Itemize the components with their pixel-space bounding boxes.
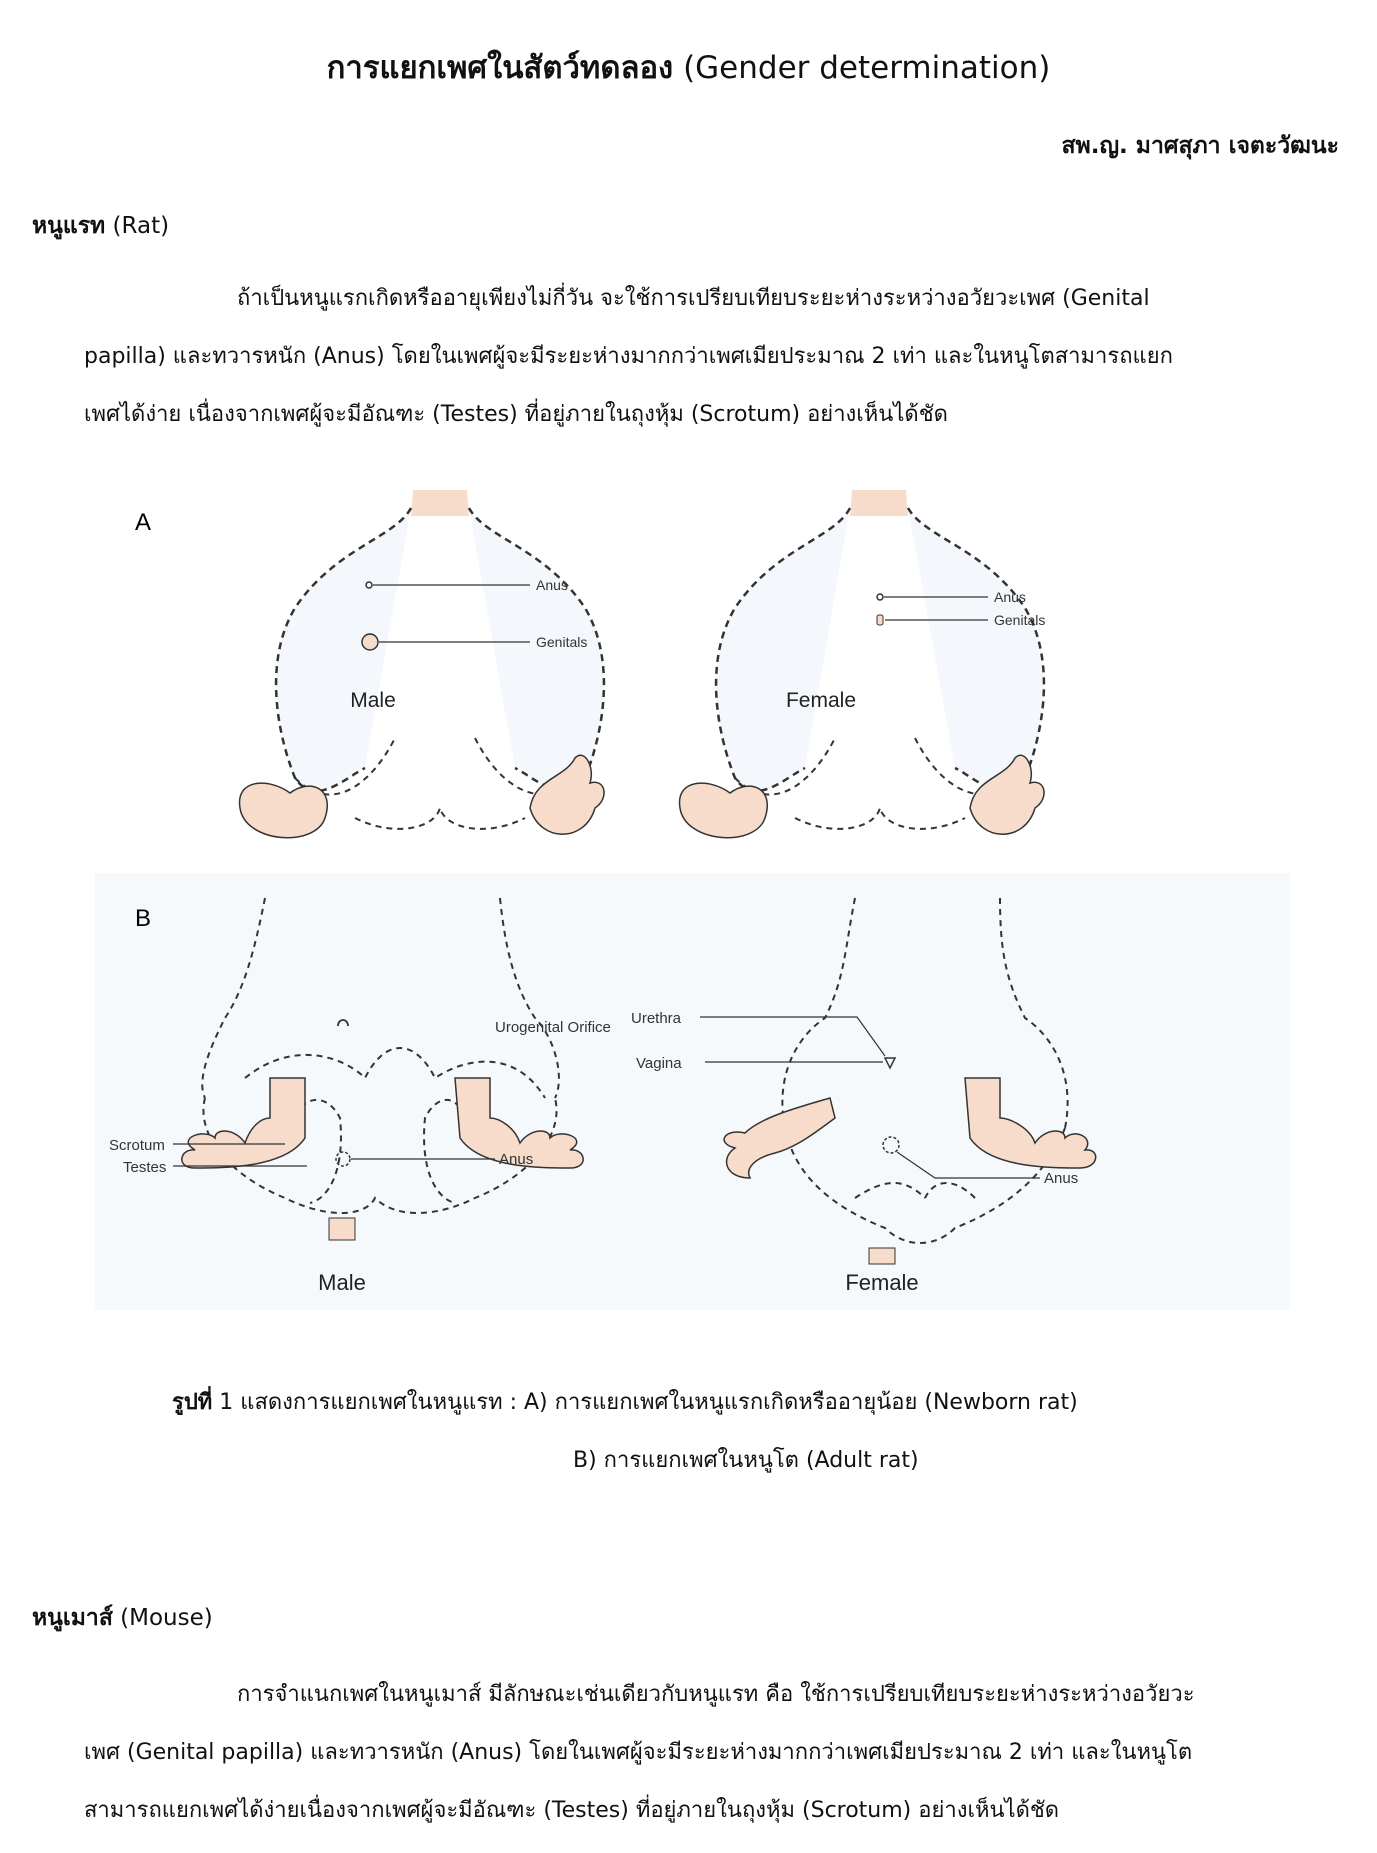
rat-paragraph-line-3: เพศได้ง่าย เนื่องจากเพศผู้จะมีอัณฑะ (Testes) ที่อยู่ภายในถุงหุ้ม (Scrotum) อย่างเห็นได้ชัด <box>84 402 948 427</box>
mouse-paragraph-line-3: สามารถแยกเพศได้ง่ายเนื่องจากเพศผู้จะมีอัณฑะ (Testes) ที่อยู่ภายในถุงหุ้ม (Scrotum) อย่างเห็นได้ชัด <box>84 1798 1060 1823</box>
figure-caption-line-2: B) การแยกเพศในหนูโต (Adult rat) <box>573 1448 919 1473</box>
female-urethra-label: Urethra <box>631 1010 682 1027</box>
female-anus-label: Anus <box>994 589 1026 605</box>
figure-caption-line-1 <box>172 1384 1078 1419</box>
panel-a-female-caption: Female <box>785 689 857 712</box>
mouse-heading-thai: หนูเมาส์ <box>32 1605 113 1631</box>
panel-a-letter: A <box>135 509 152 536</box>
page-title <box>0 42 1377 92</box>
male-adult-tail <box>329 1218 355 1240</box>
female-vagina-label: Vagina <box>636 1055 682 1072</box>
male-tail-base <box>411 490 469 516</box>
panel-b-female-caption: Female <box>845 1270 919 1295</box>
figure-caption-text-1: 1 แสดงการแยกเพศในหนูแรท : A) การแยกเพศในหนูแรกเกิดหรืออายุน้อย (Newborn rat) <box>219 1390 1078 1415</box>
female-adult-anus-label: Anus <box>1044 1170 1079 1187</box>
male-anus-label: Anus <box>536 577 568 593</box>
figure-illustration <box>95 478 1290 1310</box>
title-thai: การแยกเพศในสัตว์ทดลอง <box>326 50 674 86</box>
rat-heading-english: (Rat) <box>112 213 170 239</box>
male-genitals-label: Genitals <box>536 634 588 650</box>
panel-b-letter: B <box>135 905 152 932</box>
female-adult-tail <box>869 1248 895 1264</box>
male-adult-anus-label: Anus <box>499 1151 534 1168</box>
mouse-paragraph-line-2: เพศ (Genital papilla) และทวารหนัก (Anus) โดยในเพศผู้จะมีระยะห่างมากกว่าเพศเมียประมาณ 2 เท่า และในหนูโต <box>84 1740 1193 1765</box>
male-testes-label: Testes <box>123 1159 167 1176</box>
rat-heading-thai: หนูแรท <box>32 213 106 239</box>
rat-paragraph-line-1: ถ้าเป็นหนูแรกเกิดหรืออายุเพียงไม่กี่วัน จะใช้การเปรียบเทียบระยะห่างระหว่างอวัยวะเพศ (Genital <box>237 286 1150 311</box>
male-urogenital-label: Urogenital Orifice <box>495 1019 611 1036</box>
title-english: (Gender determination) <box>683 50 1051 86</box>
rat-gender-figure <box>95 478 1290 1310</box>
figure-caption-label: รูปที่ <box>172 1390 213 1415</box>
panel-a-male-caption: Male <box>350 689 396 712</box>
mouse-heading <box>32 1600 213 1636</box>
rat-paragraph-line-2: papilla) และทวารหนัก (Anus) โดยในเพศผู้จะมีระยะห่างมากกว่าเพศเมียประมาณ 2 เท่า และในหนูโตสามารถแยก <box>84 344 1173 369</box>
male-genital-marker <box>362 634 378 650</box>
panel-b-male-caption: Male <box>318 1270 366 1295</box>
mouse-paragraph-line-1: การจำแนกเพศในหนูเมาส์ มีลักษณะเช่นเดียวกับหนูแรท คือ ใช้การเปรียบเทียบระยะห่างระหว่างอวัยวะ <box>237 1682 1195 1707</box>
female-tail-base <box>850 490 908 516</box>
male-scrotum-label: Scrotum <box>109 1137 165 1154</box>
female-genital-marker <box>877 615 883 625</box>
rat-heading <box>32 208 169 244</box>
female-genitals-label: Genitals <box>994 612 1046 628</box>
mouse-heading-english: (Mouse) <box>120 1605 213 1631</box>
author: สพ.ญ. มาศสุภา เจตะวัฒนะ <box>1061 133 1339 159</box>
